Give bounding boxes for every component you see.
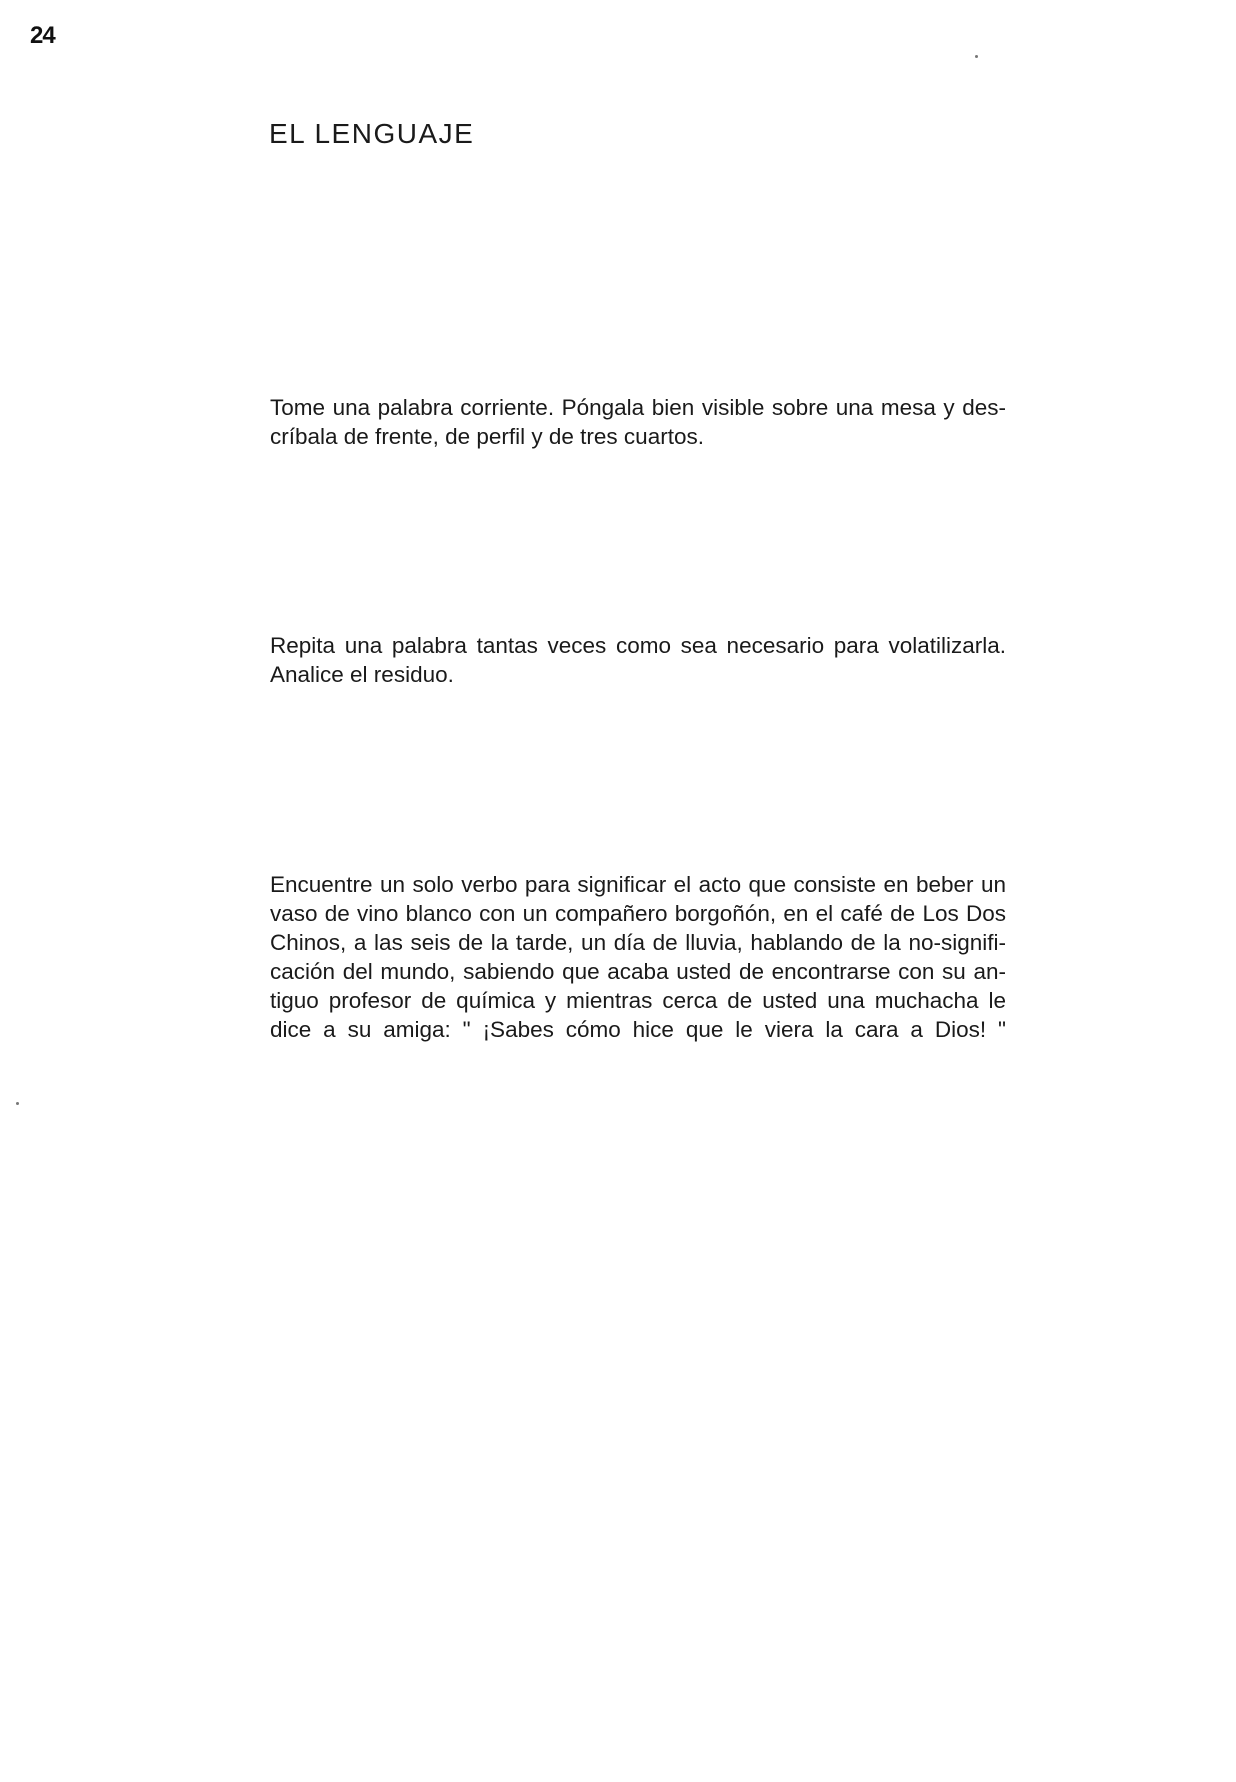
paragraph-line: cación del mundo, sabiendo que acaba usted de encontrarse con su an-: [270, 959, 1006, 984]
paragraph-line: dice a su amiga: " ¡Sabes cómo hice que le viera la cara a Dios! ": [270, 1017, 1006, 1042]
paragraph-line: Tome una palabra corriente. Póngala bien visible sobre una mesa y des-: [270, 395, 1006, 420]
scan-speck: [975, 55, 978, 58]
paragraph-2: [270, 631, 1006, 689]
paragraph-line: Chinos, a las seis de la tarde, un día de lluvia, hablando de la no-signifi-: [270, 930, 1006, 955]
paragraph-line: Encuentre un solo verbo para significar el acto que consiste en beber un: [270, 872, 1006, 897]
paragraph-line: Analice el residuo.: [270, 662, 454, 687]
paragraph-line: críbala de frente, de perfil y de tres cuartos.: [270, 424, 704, 449]
scan-speck: [16, 1102, 19, 1105]
paragraph-line: tiguo profesor de química y mientras cerca de usted una muchacha le: [270, 988, 1006, 1013]
paragraph-1: [270, 393, 1006, 451]
paragraph-line: Repita una palabra tantas veces como sea necesario para volatilizarla.: [270, 633, 1006, 658]
page-number: 24: [30, 22, 55, 49]
page-title: EL LENGUAJE: [269, 118, 475, 149]
paragraph-line: vaso de vino blanco con un compañero borgoñón, en el café de Los Dos: [270, 901, 1006, 926]
paragraph-3: [270, 870, 1006, 1044]
